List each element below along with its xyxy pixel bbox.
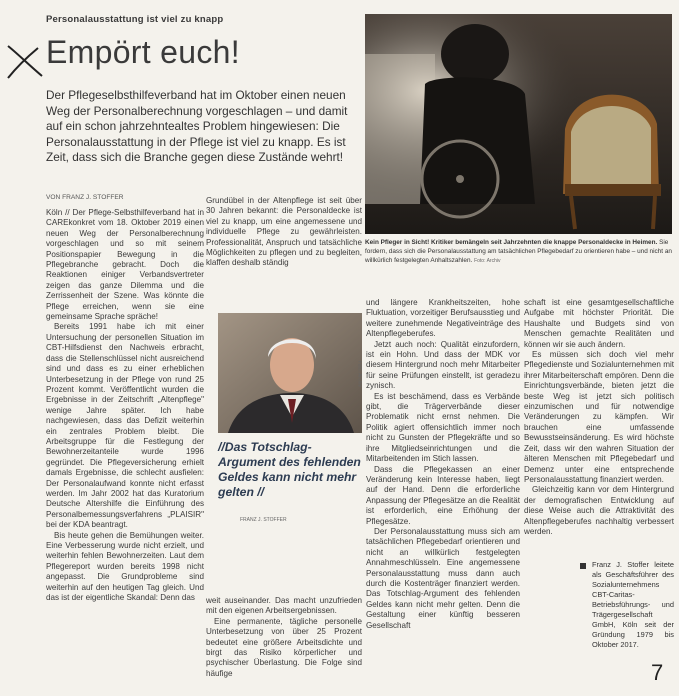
column-3	[366, 298, 520, 686]
column-1-paragraph: Bereits 1991 habe ich mit einer Untersuchung der personellen Situation im CBT-Hilfsdienst den Nachweis erbracht, dass die Stellenschlüssel nicht ausreichend sind und dass es zu einer erheblichen Unterbesetzung in der Pflege von rund 25 Prozent kommt. Veröffentlicht wurden die Ergebnisse in der Zeitschrift „Altenpflege" wenige Jahre später. Ich habe nachgewiesen, dass das Defizit weiterhin ein zentrales Problem bleibt. Die Arbeitsgruppe für die Festlegung der Bewohnerzeitanteile wurde 1996 gegründet. Die Pflegeversicherung erhielt damals Ergebnisse, die schlecht ausfielen: Der Personalaufwand konnte nicht erfasst werden. Im Jahr 2002 hat das Kuratorium Deutsche Altershilfe die Einführung des Personalbemessungsverfahrens „PLAISIR" bei der KDA beantragt.	[46, 322, 204, 530]
article-kicker: Personalausstattung ist viel zu knapp	[46, 14, 224, 25]
article-lead: Der Pflegeselbsthilfeverband hat im Oktober einen neuen Weg der Personalberechnung vorgeschlagen – und damit auf ein schon jahrzehntealtes Problem hingewiesen: Die Personalausstattung in der Pflege ist viel zu knapp. Es ist Zeit, dass sich die Branche gegen diese Zustände wehrt!	[46, 88, 348, 165]
column-4-paragraph: Es müssen sich doch viel mehr Pflegedienste und Sozialunternehmen mit ihrer Mitarbeiterschaft empören. Denn die Einrichtungsverbände, bieten jetzt die beste Weg ist jetzt sich politisch einzumischen und für notwendige Veränderungen zu kämpfen. Wir brauchen eine umfassende Bewusstseinsänderung. Es wird höchste Zeit, dass wir den wahren Situation der älteren Menschen mit Pflegebedarf und Demenz unter eine entsprechende Personalausstattung finanziert werden.	[524, 350, 674, 484]
photo-credit: Foto: Archiv	[474, 258, 501, 264]
column-3-paragraph: Jetzt auch noch: Qualität einzufordern, ist ein Hohn. Und dass der MDK vor diesem Hintergrund noch mehr Mitarbeiter für seine Prüfungen einstellt, ist geradezu zynisch.	[366, 339, 520, 391]
column-4-paragraph: Gleichzeitig kann vor dem Hintergrund der demografischen Entwicklung auf diese Weise auch die Attraktivität des Altenpflegeberufes nachhaltig verbessert werden.	[524, 485, 674, 536]
pull-quote: //Das Totschlag-Argument des fehlenden Geldes kann nicht mehr gelten //	[218, 440, 361, 499]
column-4-paragraph: schaft ist eine gesamtgesellschaftliche Aufgabe mit höchster Priorität. Die Haushalte und Budgets sind von Menschen gemachte Realitäten und können wir sie auch ändern.	[524, 298, 674, 349]
author-portrait	[218, 313, 362, 433]
column-2-paragraph: Eine permanente, tägliche personelle Unterbesetzung von über 25 Prozent bedeutet eine größere Arbeitsdichte und birgt das Risiko körperlicher und psychischer Überlastung. Die Folge sind häufige	[206, 616, 362, 678]
column-3-paragraph: Dass die Pflegekassen an einer Veränderung kein Interesse haben, liegt auf der Hand. Denn die erforderliche Anpassung der Pflegesätze an die Realität ist erforderlich, eine Erhöhung der Pflegesätze.	[366, 464, 520, 526]
article-byline: VON FRANZ J. STOFFER	[46, 194, 124, 201]
column-2-bottom	[206, 596, 362, 686]
photo-caption-text: Sie fordern, dass sich die Personalausstattung am tatsächlichen Pflegebedarf zu orientieren habe – und nicht an willkürlich festgelegten Anhaltszahlen.	[365, 239, 672, 264]
nursing-home-photo	[365, 14, 672, 234]
wheelchair-photo-image	[365, 14, 672, 234]
column-1	[46, 208, 204, 683]
author-portrait-image	[218, 313, 362, 433]
column-1-paragraph: Bis heute gehen die Bemühungen weiter. Eine Verbesserung wurde nicht erzielt, und weiterhin fehlen Bewohnerzeiten. Laut dem Pflegereport wurden bereits 1998 nicht angepasst. Die Grundprobleme sind weiterhin auf den heutigen Tag gleich. Und das ist der eigentliche Skandal: Denn das	[46, 530, 204, 603]
bio-square-icon	[580, 563, 586, 569]
page-number: 7	[651, 660, 664, 685]
pull-quote-source: FRANZ J. STOFFER	[240, 517, 287, 523]
column-3-paragraph: Es ist beschämend, dass es Verbände gibt, die Trägerverbände dieser Problematik nicht ernst nehmen. Die Politik agiert offensichtlich immer noch nicht zu Gunsten der Pflegekräfte und so ihre Mitgliedseinrichtungen und die Mitarbeitenden im Stich lassen.	[366, 391, 520, 464]
author-bio: Franz J. Stoffer leitete als Geschäftsführer des Sozialunternehmens CBT-Caritas-Betriebsführungs- und Trägergesellschaft GmbH, Köln seit der Gründung 1979 bis Oktober 2017.	[592, 560, 674, 649]
column-2-paragraph: Grundübel in der Altenpflege ist seit über 30 Jahren bekannt: die Personaldecke ist viel zu knapp, um eine angemessene und individuelle Pflege zu gewährleisten. Professionalität, Anspruch und tatsächliche Möglichkeiten zu pflegen und zu begleiten, klaffen deshalb ständig	[206, 196, 362, 268]
portrait-credit: Foto: Archiv	[356, 360, 362, 387]
column-3-paragraph: und längere Krankheitszeiten, hohe Fluktuation, vorzeitiger Berufsausstieg und weitere zunehmende Negativeinträge des Altenpflegeberufes.	[366, 298, 520, 339]
photo-caption-bold: Kein Pfleger in Sicht! Kritiker bemängeln seit Jahrzehnten die knappe Personaldecke in Heimen.	[365, 239, 658, 246]
article-title: Empört euch!	[46, 34, 240, 70]
column-1-paragraph: Köln // Der Pflege-Selbsthilfeverband hat in CAREkonkret vom 18. Oktober 2019 einen neuen Weg der Personalberechnung vorgeschlagen und so mit seinem Positionspapier Bewegung in die Pflegebranche gebracht. Doch die Reaktionen einiger Verbandsvertreter zeigen das ganze Dilemma und die Zerrissenheit der Szene. Was könnte die Pflege erreichen, wenn sie eine gemeinsame Sprache spräche!	[46, 208, 204, 322]
handwritten-x-mark-icon	[2, 40, 46, 82]
column-2-paragraph: weit auseinander. Das macht unzufrieden mit den eigenen Arbeitsergebnissen.	[206, 596, 362, 616]
column-4	[524, 298, 674, 553]
photo-caption	[365, 238, 675, 266]
column-2-top	[206, 196, 362, 308]
column-3-paragraph: Der Personalausstattung muss sich am tatsächlichen Pflegebedarf orientieren und nicht an willkürlich festgelegten Annahmeschlüsseln. Eine angemessene Personalausstattung muss dann auch durch die Kostenträger finanziert werden. Das Totschlag-Argument des fehlenden Geldes kann nicht mehr gelten. Denn die Gestaltung einer künftig besseren Gesellschaft	[366, 526, 520, 630]
